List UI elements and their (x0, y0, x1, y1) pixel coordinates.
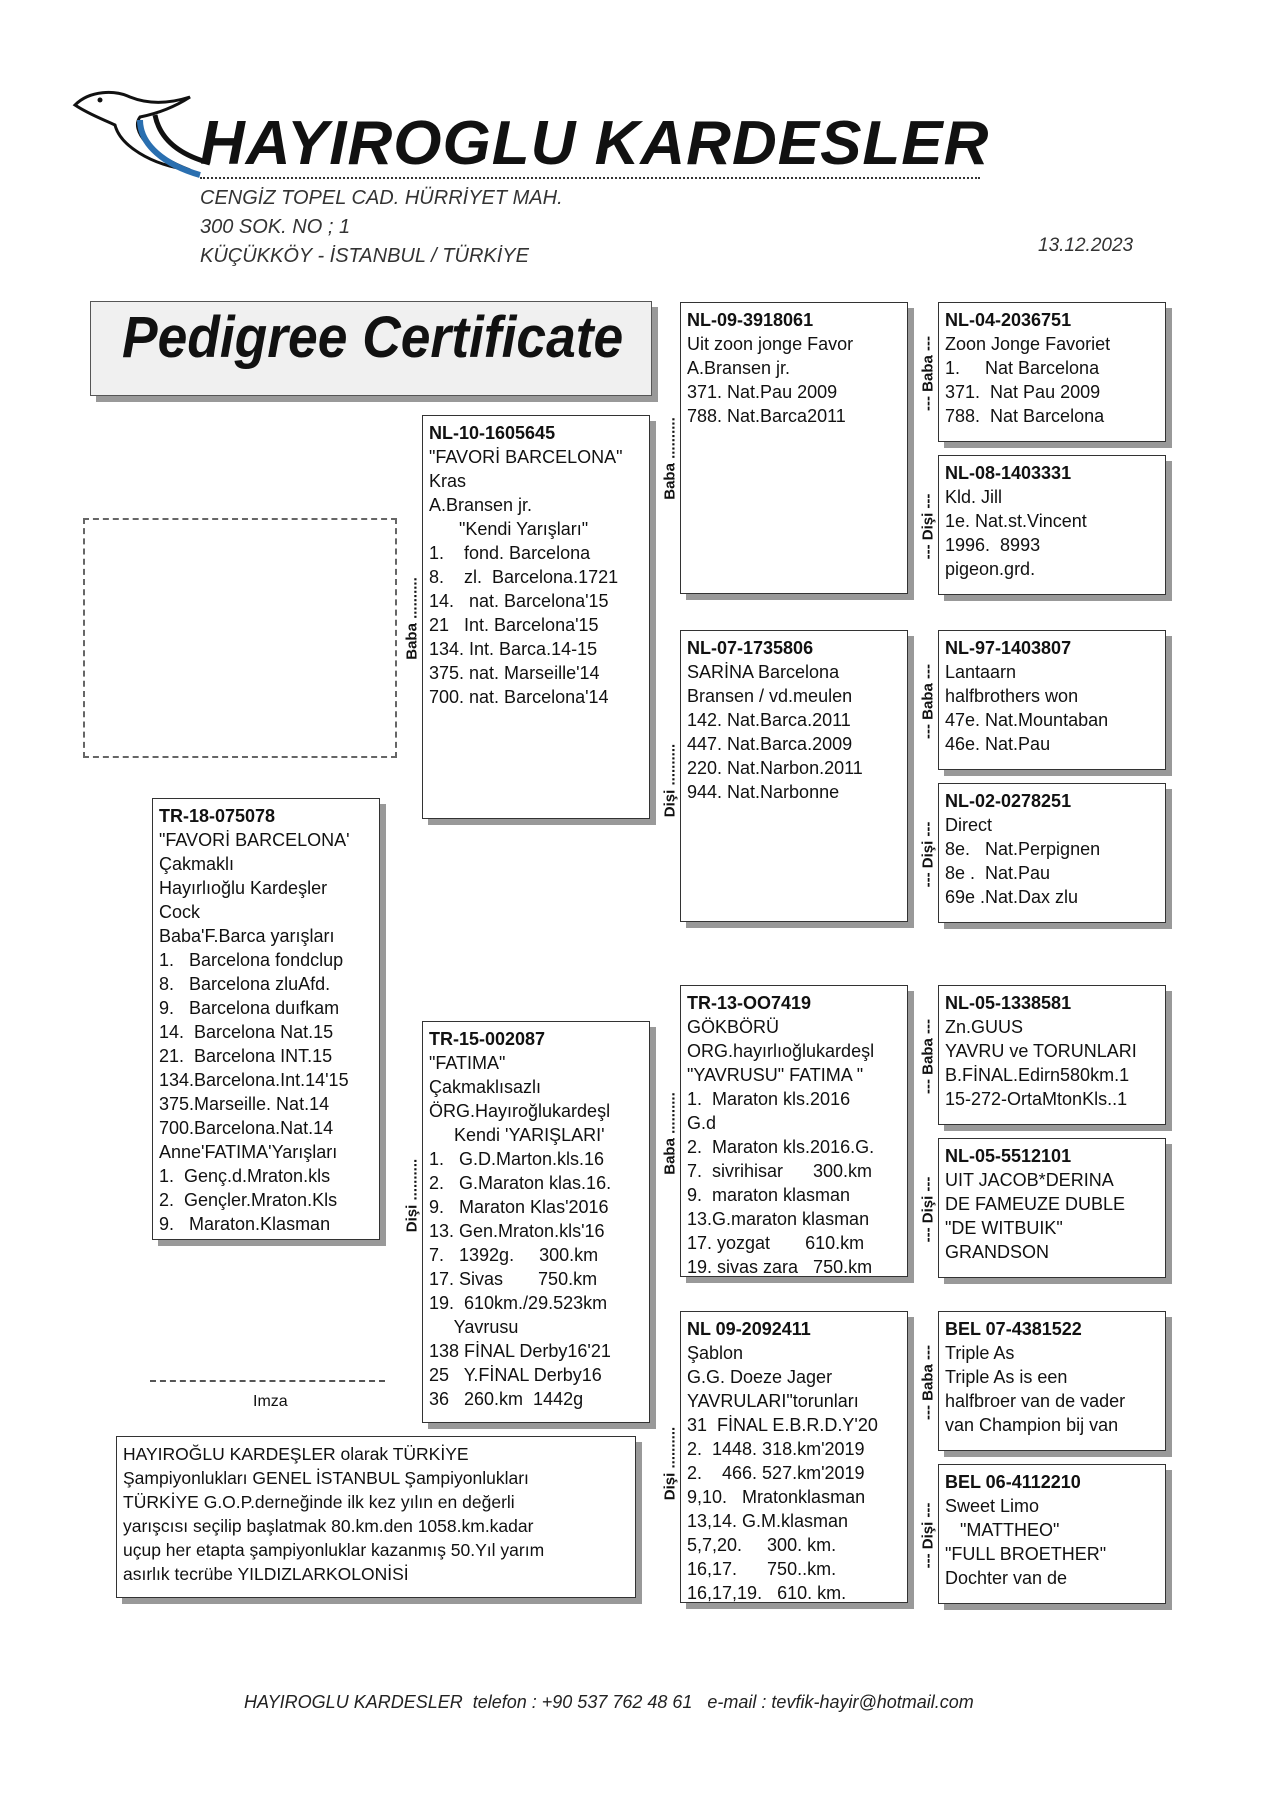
pigeon-swoosh-icon (70, 85, 220, 190)
gg-card-6 (938, 1138, 1166, 1278)
line-text: GÖKBÖRÜ (687, 1017, 780, 1037)
line-text: 16,17. 750..km. (687, 1559, 837, 1579)
line-text: TÜRKİYE G.O.P.derneğinde ilk kez yılın en değerli (123, 1492, 515, 1512)
gg-card-8 (938, 1464, 1166, 1604)
line-text: 220. Nat.Narbon.2011 (687, 758, 863, 778)
line-text: 7. sivrihisar 300.km (687, 1161, 873, 1181)
ring-number: BEL 06-4112210 (945, 1472, 1081, 1492)
line-text: asırlık tecrübe YILDIZLARKOLONİSİ (123, 1564, 409, 1584)
line-text: Zoon Jonge Favoriet (945, 334, 1111, 354)
certificate-date: 13.12.2023 (1038, 235, 1134, 256)
line-text: G.G. Doeze Jager (687, 1367, 833, 1387)
gg-card-3 (938, 630, 1166, 770)
line-text: YAVRU ve TORUNLARI (945, 1041, 1137, 1061)
line-text: 5,7,20. 300. km. (687, 1535, 837, 1555)
disi-label: --- Dişi --- (919, 1502, 937, 1569)
gg-card-4 (938, 783, 1166, 923)
footer-contact: HAYIROGLU KARDESLER telefon : +90 537 762 48 61 e-mail : tevfik-hayir@hotmail.com (244, 1692, 974, 1712)
note-box (116, 1436, 636, 1598)
line-text: 1. Nat Barcelona (945, 358, 1100, 378)
card-lines (945, 1341, 1160, 1437)
line-text: Direct (945, 815, 993, 835)
line-text: 69e .Nat.Dax zlu (945, 887, 1079, 907)
card-lines (687, 660, 902, 804)
line-text: Hayırlıoğlu Kardeşler (159, 878, 328, 898)
line-text: Anne'FATIMA'Yarışları (159, 1142, 338, 1162)
line-text: 371. Nat Pau 2009 (945, 382, 1101, 402)
address-line-2: 300 SOK. NO ; 1 (200, 216, 351, 238)
line-text: 138 FİNAL Derby16'21 (429, 1341, 611, 1361)
line-text: Çakmaklı (159, 854, 235, 874)
line-text: 25 Y.FİNAL Derby16 (429, 1365, 602, 1385)
baba-label: Baba .......... (661, 417, 679, 500)
ring-number: NL-09-3918061 (687, 310, 814, 330)
line-text: G.d (687, 1113, 717, 1133)
dam-dam-card (680, 1311, 908, 1603)
disi-label: --- Dişi --- (919, 821, 937, 888)
line-text: 1. Genç.d.Mraton.kls (159, 1166, 331, 1186)
signature-line (150, 1380, 385, 1382)
gg-card-5 (938, 985, 1166, 1125)
line-text: uçup her etapta şampiyonluklar kazanmış 50.Yıl yarım (123, 1540, 545, 1560)
line-text: "FATIMA" (429, 1053, 506, 1073)
line-text: 14. Barcelona Nat.15 (159, 1022, 334, 1042)
line-text: 700.Barcelona.Nat.14 (159, 1118, 334, 1138)
line-text: 944. Nat.Narbonne (687, 782, 840, 802)
line-text: 21 Int. Barcelona'15 (429, 615, 599, 635)
card-lines (429, 1051, 644, 1411)
line-text: 447. Nat.Barca.2009 (687, 734, 853, 754)
ring-number: NL-07-1735806 (687, 638, 814, 658)
line-text: A.Bransen jr. (687, 358, 791, 378)
line-text: 1. G.D.Marton.kls.16 (429, 1149, 605, 1169)
line-text: Şablon (687, 1343, 744, 1363)
line-text: 700. nat. Barcelona'14 (429, 687, 609, 707)
line-text: halfbrothers won (945, 686, 1079, 706)
line-text: "FAVORİ BARCELONA' (159, 830, 350, 850)
card-lines (945, 1494, 1160, 1590)
baba-label: Baba .......... (403, 577, 421, 660)
sire-sire-card (680, 302, 908, 594)
line-text: 46e. Nat.Pau (945, 734, 1051, 754)
disi-label: --- Dişi --- (919, 493, 937, 560)
line-text: 36 260.km 1442g (429, 1389, 584, 1409)
card-lines (687, 332, 902, 428)
line-text: "FULL BROETHER" (945, 1544, 1107, 1564)
line-text: "DE WITBUIK" (945, 1218, 1063, 1238)
line-text: Zn.GUUS (945, 1017, 1024, 1037)
ring-number: NL-02-0278251 (945, 791, 1072, 811)
line-text: Şampiyonlukları GENEL İSTANBUL Şampiyonlukları (123, 1468, 529, 1488)
line-text: 2. G.Maraton klas.16. (429, 1173, 612, 1193)
page-title: Pedigree Certificate (122, 305, 624, 370)
line-text: 1e. Nat.st.Vincent (945, 511, 1087, 531)
line-text: 2. 1448. 318.km'2019 (687, 1439, 865, 1459)
line-text: 13.G.maraton klasman (687, 1209, 870, 1229)
line-text: 8. Barcelona zluAfd. (159, 974, 331, 994)
line-text: 2. Gençler.Mraton.Kls (159, 1190, 338, 1210)
line-text: Uit zoon jonge Favor (687, 334, 854, 354)
line-text: "FAVORİ BARCELONA" (429, 447, 623, 467)
note-lines (123, 1442, 630, 1586)
line-text: 8. zl. Barcelona.1721 (429, 567, 619, 587)
ring-number: NL-05-5512101 (945, 1146, 1072, 1166)
address-line-1: CENGİZ TOPEL CAD. HÜRRİYET MAH. (200, 187, 563, 209)
card-lines (945, 660, 1160, 756)
line-text: van Champion bij van (945, 1415, 1119, 1435)
line-text: 9,10. Mratonklasman (687, 1487, 866, 1507)
line-text: Sweet Limo (945, 1496, 1040, 1516)
card-lines (429, 445, 644, 709)
line-text: 375.Marseille. Nat.14 (159, 1094, 330, 1114)
baba-label: --- Baba --- (919, 1345, 937, 1420)
brand-underline (200, 177, 980, 179)
line-text: 9. Barcelona duıfkam (159, 998, 340, 1018)
gg-card-7 (938, 1311, 1166, 1451)
ring-number: NL 09-2092411 (687, 1319, 811, 1339)
card-lines (945, 485, 1160, 581)
line-text: 142. Nat.Barca.2011 (687, 710, 851, 730)
line-text: 15-272-OrtaMtonKls..1 (945, 1089, 1128, 1109)
line-text: YAVRULARI"torunları (687, 1391, 859, 1411)
line-text: 371. Nat.Pau 2009 (687, 382, 838, 402)
ring-number: NL-05-1338581 (945, 993, 1072, 1013)
baba-label: --- Baba --- (919, 664, 937, 739)
ring-number: BEL 07-4381522 (945, 1319, 1082, 1339)
line-text: Lantaarn (945, 662, 1017, 682)
line-text: 134. Int. Barca.14-15 (429, 639, 598, 659)
disi-label: --- Dişi --- (919, 1176, 937, 1243)
line-text: GRANDSON (945, 1242, 1050, 1262)
line-text: 375. nat. Marseille'14 (429, 663, 600, 683)
line-text: A.Bransen jr. (429, 495, 533, 515)
dam-card (422, 1021, 650, 1423)
line-text: 9. Maraton Klas'2016 (429, 1197, 609, 1217)
gg-card-1 (938, 302, 1166, 442)
ring-number: NL-10-1605645 (429, 423, 556, 443)
baba-label: --- Baba --- (919, 336, 937, 411)
baba-label: --- Baba --- (919, 1019, 937, 1094)
card-lines (687, 1341, 902, 1603)
line-text: Baba'F.Barca yarışları (159, 926, 335, 946)
ring-number: TR-13-OO7419 (687, 993, 812, 1013)
card-lines (945, 1168, 1160, 1264)
brand-name: HAYIROGLU KARDESLER (200, 109, 990, 178)
line-text: 47e. Nat.Mountaban (945, 710, 1109, 730)
card-lines (945, 813, 1160, 909)
line-text: Kld. Jill (945, 487, 1003, 507)
line-text: 1. Maraton kls.2016 (687, 1089, 851, 1109)
sire-dam-card (680, 630, 908, 922)
ring-number: TR-15-002087 (429, 1029, 546, 1049)
line-text: yarışcısı seçilip başlatmak 80.km.den 1058.km.kadar (123, 1516, 534, 1536)
line-text: Bransen / vd.meulen (687, 686, 853, 706)
line-text: UIT JACOB*DERINA (945, 1170, 1114, 1190)
line-text: 2. 466. 527.km'2019 (687, 1463, 865, 1483)
subject-card (152, 798, 380, 1240)
card-lines (945, 1015, 1160, 1111)
line-text: 9. maraton klasman (687, 1185, 851, 1205)
disi-label: Dişi .......... (403, 1158, 421, 1233)
baba-label: Baba .......... (661, 1092, 679, 1175)
line-text: Dochter van de (945, 1568, 1068, 1588)
gg-card-2 (938, 455, 1166, 595)
line-text: B.FİNAL.Edirn580km.1 (945, 1065, 1130, 1085)
line-text: Cock (159, 902, 201, 922)
line-text: ÖRG.Hayıroğlukardeşl (429, 1101, 611, 1121)
line-text: Kendi 'YARIŞLARI' (429, 1125, 605, 1145)
ring-number: NL-04-2036751 (945, 310, 1072, 330)
disi-label: Dişi .......... (661, 1426, 679, 1501)
line-text: 7. 1392g. 300.km (429, 1245, 599, 1265)
line-text: 134.Barcelona.Int.14'15 (159, 1070, 349, 1090)
line-text: 8e . Nat.Pau (945, 863, 1051, 883)
line-text: 8e. Nat.Perpignen (945, 839, 1101, 859)
line-text: SARİNA Barcelona (687, 662, 840, 682)
line-text: 788. Nat Barcelona (945, 406, 1105, 426)
line-text: "MATTHEO" (945, 1520, 1060, 1540)
line-text: 17. yozgat 610.km (687, 1233, 865, 1253)
line-text: 19. sivas zara 750.km (687, 1257, 873, 1277)
line-text: 14. nat. Barcelona'15 (429, 591, 609, 611)
photo-placeholder (83, 518, 397, 758)
line-text: "Kendi Yarışları" (429, 519, 589, 539)
line-text: Triple As is een (945, 1367, 1068, 1387)
line-text: 2. Maraton kls.2016.G. (687, 1137, 875, 1157)
address-line-3: KÜÇÜKKÖY - İSTANBUL / TÜRKİYE (200, 245, 529, 267)
line-text: 31 FİNAL E.B.R.D.Y'20 (687, 1415, 878, 1435)
line-text: 13. Gen.Mraton.kls'16 (429, 1221, 605, 1241)
line-text: 21. Barcelona INT.15 (159, 1046, 333, 1066)
line-text: ORG.hayırlıoğlukardeşl (687, 1041, 875, 1061)
line-text: "YAVRUSU" FATIMA " (687, 1065, 864, 1085)
line-text: Kras (429, 471, 467, 491)
signature-label: Imza (253, 1393, 288, 1410)
line-text: 1. fond. Barcelona (429, 543, 591, 563)
line-text: 1996. 8993 (945, 535, 1041, 555)
disi-label: Dişi .......... (661, 743, 679, 818)
line-text: 9. Maraton.Klasman (159, 1214, 331, 1234)
line-text: 788. Nat.Barca2011 (687, 406, 846, 426)
line-text: 1. Barcelona fondclup (159, 950, 344, 970)
card-lines (945, 332, 1160, 428)
sire-card (422, 415, 650, 819)
ring-number: TR-18-075078 (159, 806, 276, 826)
line-text: Triple As (945, 1343, 1015, 1363)
line-text: 17. Sivas 750.km (429, 1269, 598, 1289)
line-text: HAYIROĞLU KARDEŞLER olarak TÜRKİYE (123, 1444, 469, 1464)
ring-number: NL-97-1403807 (945, 638, 1072, 658)
dam-sire-card (680, 985, 908, 1277)
card-lines (687, 1015, 902, 1277)
ring-number: NL-08-1403331 (945, 463, 1072, 483)
line-text: pigeon.grd. (945, 559, 1036, 579)
line-text: 16,17,19. 610. km. (687, 1583, 847, 1603)
line-text: Yavrusu (429, 1317, 519, 1337)
line-text: DE FAMEUZE DUBLE (945, 1194, 1126, 1214)
card-lines (159, 828, 374, 1236)
line-text: 13,14. G.M.klasman (687, 1511, 849, 1531)
line-text: 19. 610km./29.523km (429, 1293, 608, 1313)
line-text: Çakmaklısazlı (429, 1077, 542, 1097)
line-text: halfbroer van de vader (945, 1391, 1126, 1411)
